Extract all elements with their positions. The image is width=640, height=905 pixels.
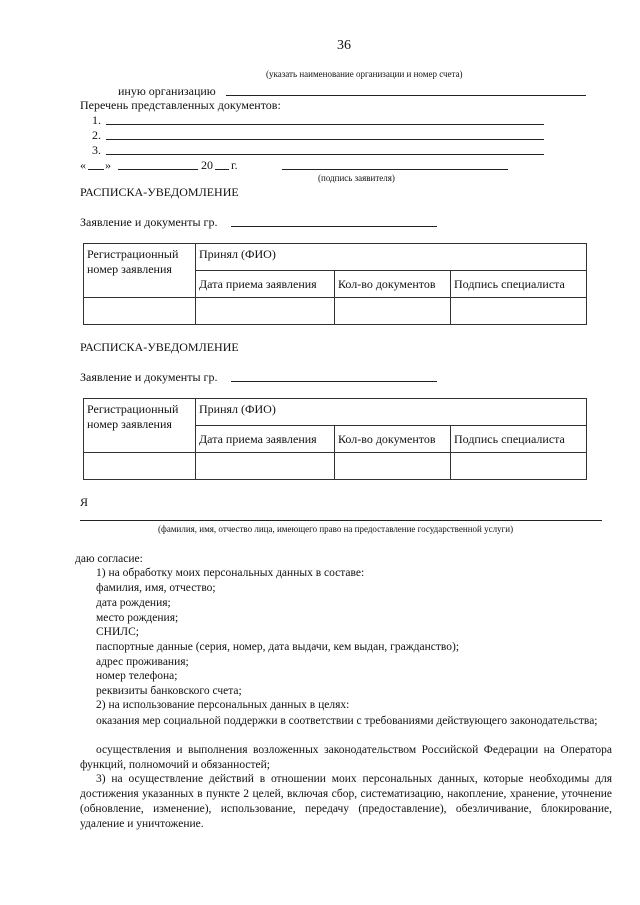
signature-hint: (подпись заявителя) <box>318 173 395 183</box>
doc-num-1: 1. <box>92 113 101 127</box>
doc-field-line-1[interactable] <box>106 124 544 125</box>
receipt-from-line-1[interactable] <box>231 226 437 227</box>
page-number: 36 <box>337 38 351 53</box>
doc-field-line-3[interactable] <box>106 154 544 155</box>
doc-num-2: 2. <box>92 128 101 142</box>
cell-reg-number-2[interactable] <box>84 453 196 480</box>
consent-item-1: фамилия, имя, отчество; <box>96 582 216 594</box>
doc-num-3: 3. <box>92 143 101 157</box>
col-date-2: Дата приема заявления <box>196 426 335 453</box>
receipt-from-line-2[interactable] <box>231 381 437 382</box>
org-field-line[interactable] <box>226 95 586 96</box>
date-day-line[interactable] <box>88 169 104 170</box>
col-count-1: Кол-во документов <box>335 271 451 298</box>
consent-goal-1: оказания мер социальной поддержки в соответствии с требованиями действующего законодательства; <box>96 715 598 727</box>
consent-item-5: паспортные данные (серия, номер, дата выдачи, кем выдан, гражданство); <box>96 641 460 653</box>
consent-item-3: место рождения; <box>96 612 179 624</box>
consent-item-2: дата рождения; <box>96 597 171 609</box>
col-count-2: Кол-во документов <box>335 426 451 453</box>
org-hint: (указать наименование организации и номер счета) <box>266 69 463 79</box>
consent-i-label: Я <box>80 495 89 509</box>
date-quote-open: « <box>80 158 86 172</box>
consent-p1: 1) на обработку моих персональных данных в составе: <box>96 567 365 579</box>
col-accepted-1: Принял (ФИО) <box>196 244 587 271</box>
receipt-title-2: РАСПИСКА-УВЕДОМЛЕНИЕ <box>80 340 239 354</box>
cell-reg-number-1[interactable] <box>84 298 196 325</box>
year-prefix: 20 <box>201 158 213 172</box>
consent-goal-2: осуществления и выполнения возложенных законодательством Российской Федерации на Оператора функций, полномочий и обязанностей; <box>80 744 612 771</box>
consent-fio-line[interactable] <box>80 520 602 521</box>
col-reg-number-2: Регистрационный номер заявления <box>84 399 196 453</box>
receipt-table-2 <box>83 398 587 480</box>
consent-fio-hint: (фамилия, имя, отчество лица, имеющего право на предоставление государственной услуги) <box>158 524 514 534</box>
receipt-table-1 <box>83 243 587 325</box>
docs-label: Перечень представленных документов: <box>80 98 281 112</box>
year-suffix: г. <box>231 158 238 172</box>
consent-give: даю согласие: <box>75 553 143 565</box>
consent-p3: 3) на осуществление действий в отношении моих персональных данных, которые необходимы для достижения указанных в пункте 2 целей, включая сбор, систематизацию, накопление, хранение, уточнение (обновление, изменение), использование, передачу (предоставление), обезличивание, блокирование, удаление и уничтожение. <box>80 773 612 830</box>
col-accepted-2: Принял (ФИО) <box>196 399 587 426</box>
cell-count-2[interactable] <box>335 453 451 480</box>
cell-date-1[interactable] <box>196 298 335 325</box>
receipt-from-label-1: Заявление и документы гр. <box>80 215 218 229</box>
cell-count-1[interactable] <box>335 298 451 325</box>
col-sign-2: Подпись специалиста <box>451 426 587 453</box>
consent-p2: 2) на использование персональных данных в целях: <box>96 699 350 711</box>
receipt-from-label-2: Заявление и документы гр. <box>80 370 218 384</box>
col-reg-number-1: Регистрационный номер заявления <box>84 244 196 298</box>
applicant-signature-line[interactable] <box>282 169 508 170</box>
consent-item-6: адрес проживания; <box>96 656 189 668</box>
cell-date-2[interactable] <box>196 453 335 480</box>
col-date-1: Дата приема заявления <box>196 271 335 298</box>
doc-field-line-2[interactable] <box>106 139 544 140</box>
consent-item-8: реквизиты банковского счета; <box>96 685 242 697</box>
cell-sign-1[interactable] <box>451 298 587 325</box>
date-year-line[interactable] <box>215 169 229 170</box>
date-month-line[interactable] <box>118 169 198 170</box>
consent-item-4: СНИЛС; <box>96 626 139 638</box>
cell-sign-2[interactable] <box>451 453 587 480</box>
org-label: иную организацию <box>118 84 216 98</box>
receipt-title-1: РАСПИСКА-УВЕДОМЛЕНИЕ <box>80 185 239 199</box>
consent-item-7: номер телефона; <box>96 670 178 682</box>
col-sign-1: Подпись специалиста <box>451 271 587 298</box>
date-quote-close: » <box>105 158 111 172</box>
